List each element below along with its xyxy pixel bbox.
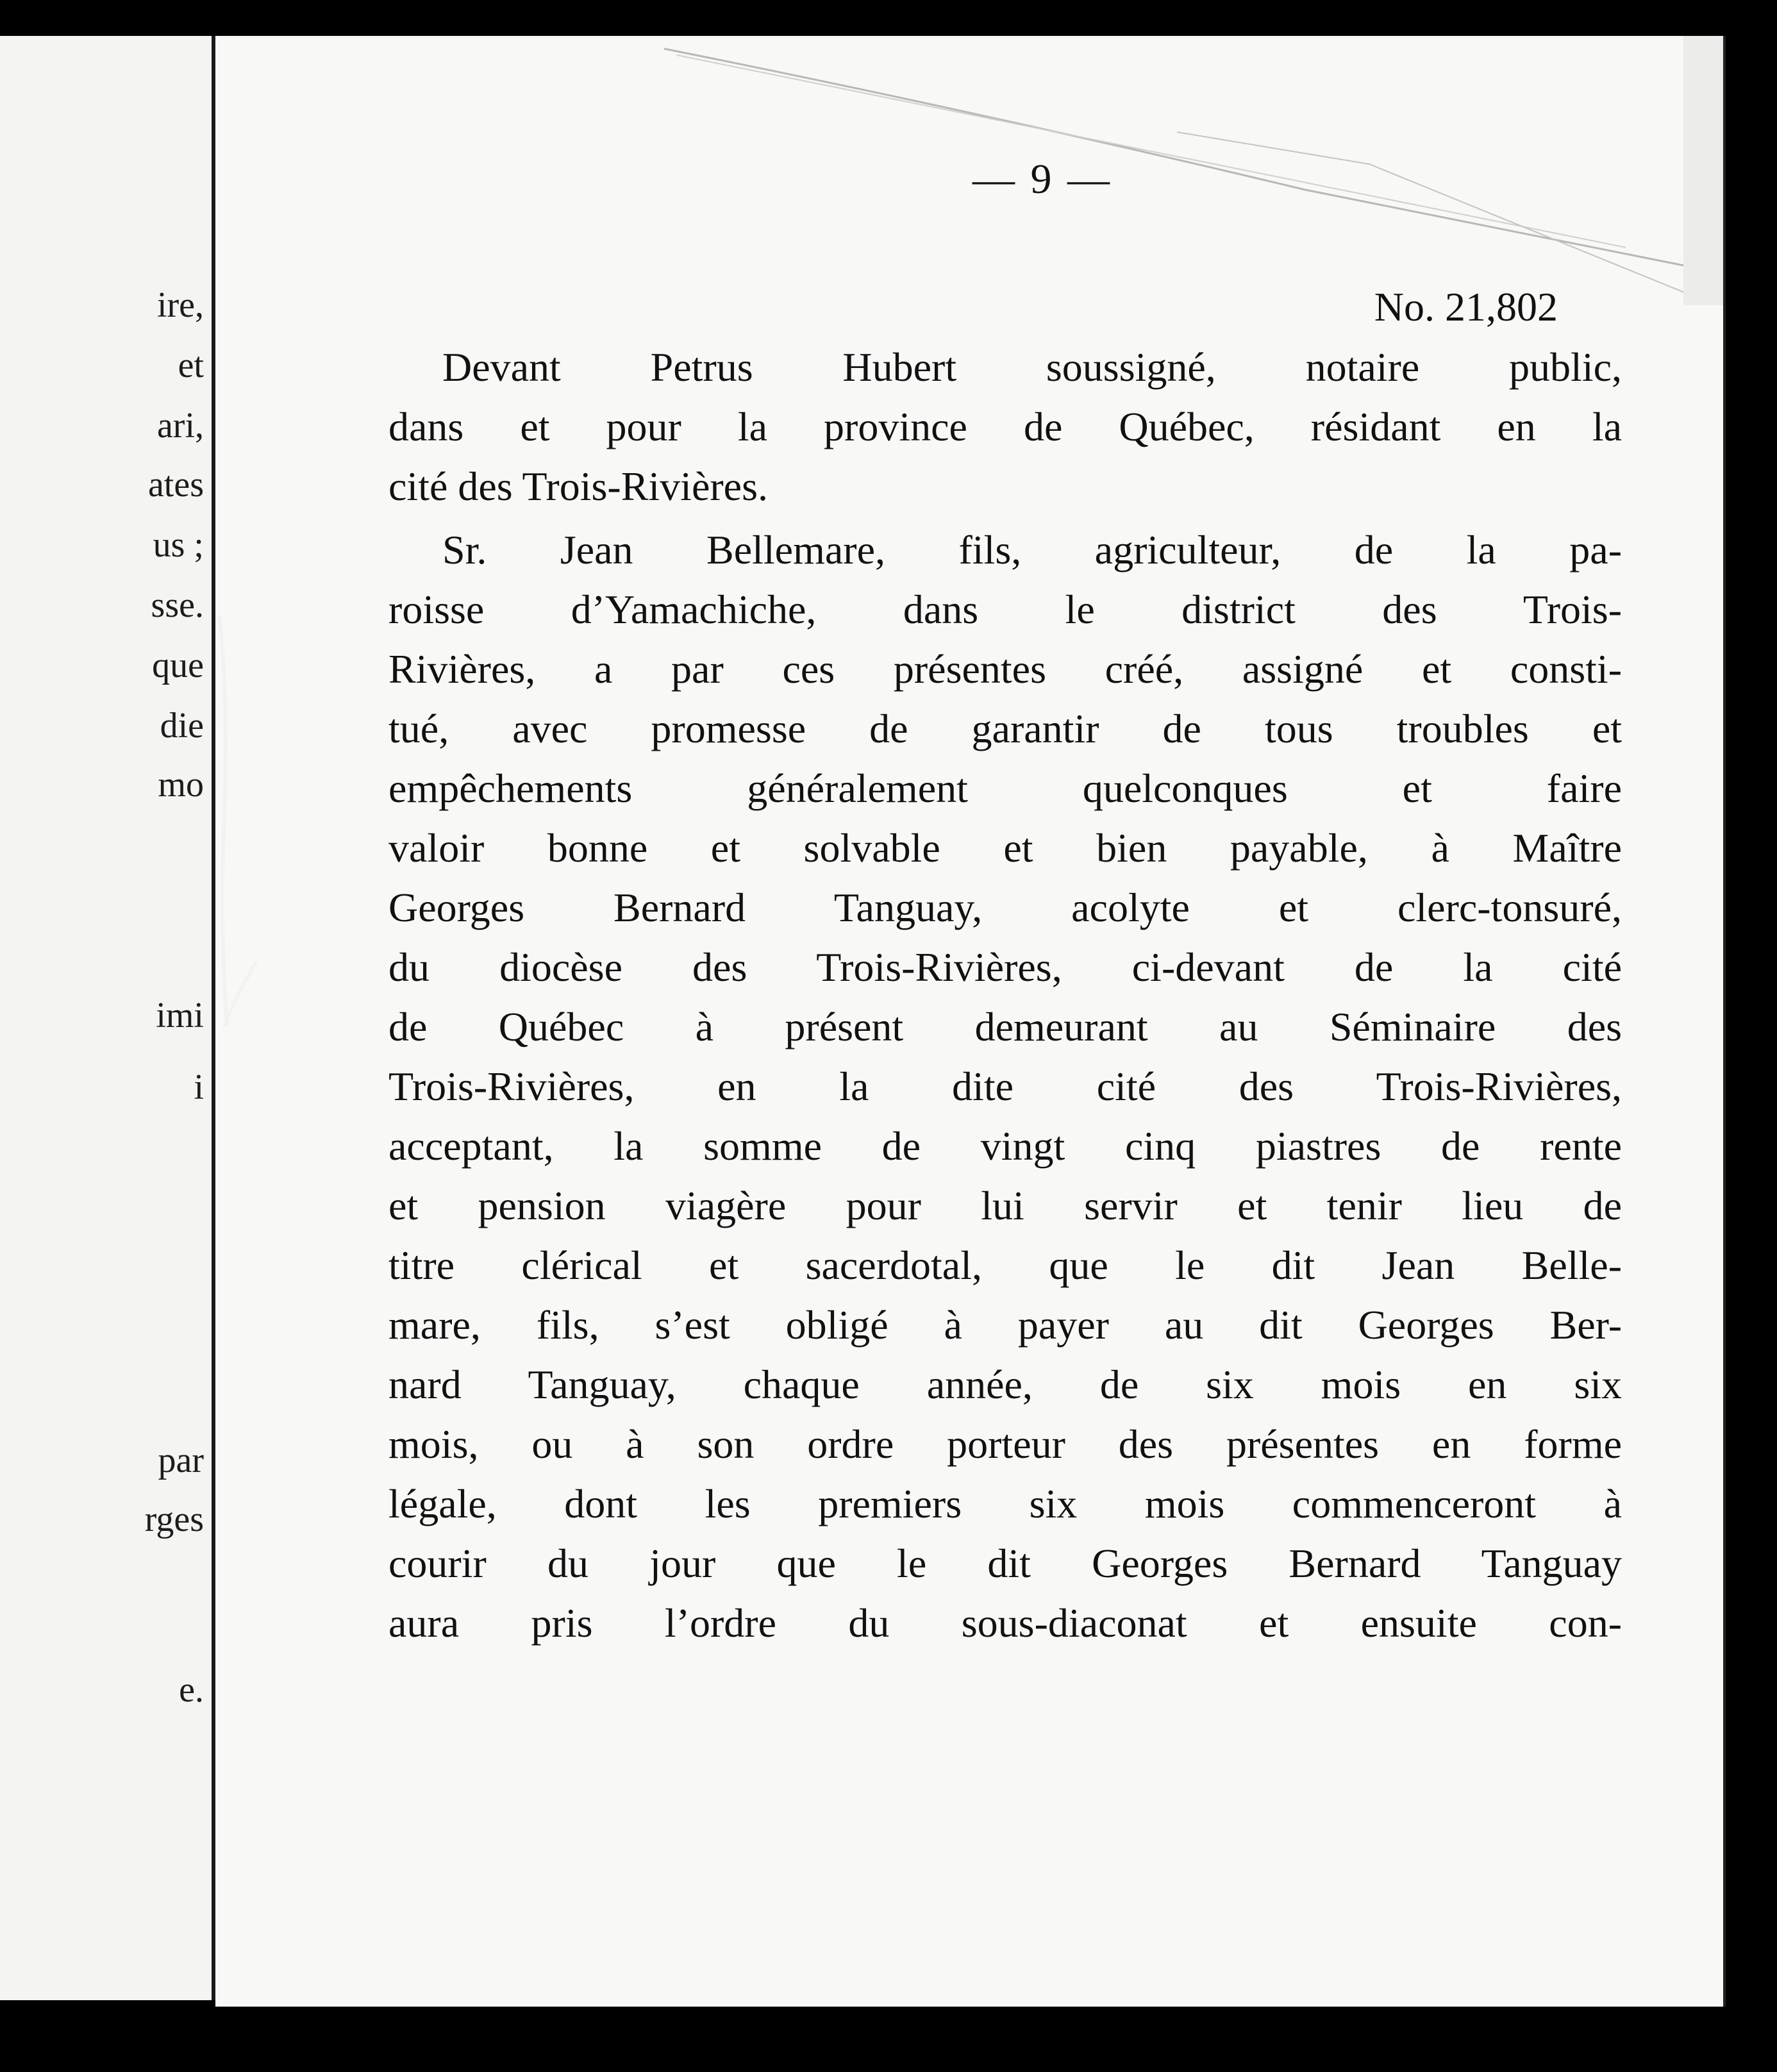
text-line: Sr. Jean Bellemare, fils, agriculteur, de la pa- — [442, 527, 1622, 572]
text-line: Trois-Rivières, en la dite cité des Trois-Rivières, — [388, 1064, 1622, 1109]
text-line: roisse d’Yamachiche, dans le district des Trois- — [388, 587, 1622, 632]
facing-page-text-fragment: imi — [156, 996, 204, 1035]
page — [215, 36, 1726, 2007]
facing-page-text-fragment: que — [152, 646, 204, 685]
text-line: Georges Bernard Tanguay, acolyte et clerc-tonsuré, — [388, 885, 1622, 930]
facing-page-text-fragment: ates — [147, 465, 204, 505]
document-number: No. 21,802 — [1374, 284, 1558, 330]
page-number: — 9 — — [972, 156, 1112, 203]
facing-page-text-fragment: par — [158, 1441, 204, 1480]
text-line: acceptant, la somme de vingt cinq piastres de rente — [388, 1123, 1622, 1169]
facing-page-text-fragment: rges — [144, 1500, 204, 1539]
facing-page-text-fragment: mo — [158, 765, 204, 805]
facing-page-text-fragment: e. — [179, 1670, 204, 1710]
text-line: cité des Trois-Rivières. — [388, 464, 768, 509]
text-line: Devant Petrus Hubert soussigné, notaire public, — [442, 344, 1622, 390]
text-line: mois, ou à son ordre porteur des présentes en forme — [388, 1421, 1622, 1467]
facing-page-text-fragment: i — [194, 1067, 204, 1107]
text-line: et pension viagère pour lui servir et tenir lieu de — [388, 1183, 1622, 1228]
text-line: de Québec à présent demeurant au Séminaire des — [388, 1004, 1622, 1049]
text-line: Rivières, a par ces présentes créé, assigné et consti- — [388, 646, 1622, 692]
text-line: légale, dont les premiers six mois commenceront à — [388, 1481, 1622, 1526]
text-line: titre clérical et sacerdotal, que le dit Jean Belle- — [388, 1242, 1622, 1288]
facing-page-text-fragment: die — [160, 706, 204, 746]
facing-page-text-fragment: ire, — [156, 285, 204, 325]
text-line: du diocèse des Trois-Rivières, ci-devant de la cité — [388, 944, 1622, 990]
facing-page-text-fragment: ari, — [156, 406, 204, 446]
binding-thread — [212, 577, 263, 1064]
text-line: tué, avec promesse de garantir de tous troubles et — [388, 706, 1622, 751]
paragraph — [388, 520, 1622, 1653]
facing-page-text-fragment: et — [178, 346, 204, 385]
text-line: mare, fils, s’est obligé à payer au dit Georges Ber- — [388, 1302, 1622, 1348]
text-line: valoir bonne et solvable et bien payable, à Maître — [388, 825, 1622, 871]
text-line: nard Tanguay, chaque année, de six mois en six — [388, 1362, 1622, 1407]
text-line: dans et pour la province de Québec, résidant en la — [388, 404, 1622, 449]
text-line: empêchements généralement quelconques et faire — [388, 765, 1622, 811]
body-text — [388, 337, 1622, 1653]
text-line: aura pris l’ordre du sous-diaconat et ensuite con- — [388, 1600, 1622, 1646]
paragraph — [388, 337, 1622, 516]
facing-page-text-fragment: sse. — [151, 585, 204, 625]
facing-page-fragment — [0, 36, 215, 2000]
facing-page-text-fragment: us ; — [153, 525, 204, 565]
text-line: courir du jour que le dit Georges Bernard Tanguay — [388, 1541, 1622, 1586]
